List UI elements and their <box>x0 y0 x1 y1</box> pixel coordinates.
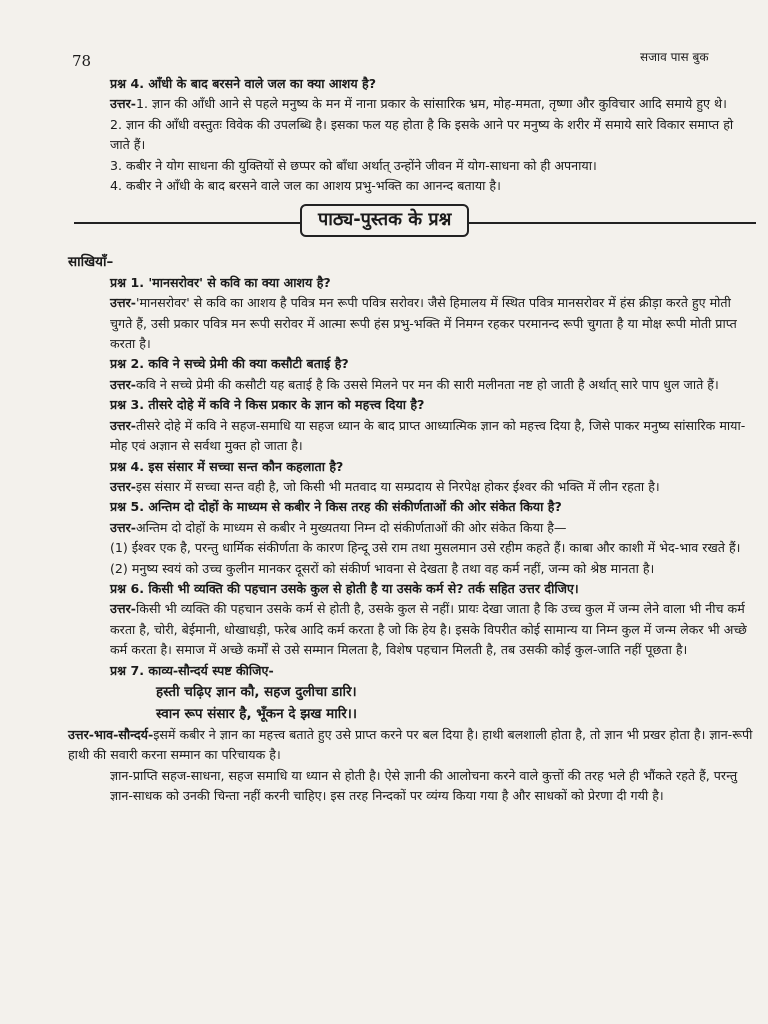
question-4: प्रश्न 4. इस संसार में सच्चा सन्त कौन कहलाता है? <box>110 458 344 474</box>
couplet-line-2: स्वान रूप संसार है, भूँकन दे झख मारि।। <box>156 705 357 722</box>
answer-1 <box>68 293 756 354</box>
answer-label: उत्तर- <box>110 478 136 494</box>
answer-text: इस संसार में सच्चा सन्त वही है, जो किसी भी मतवाद या सम्प्रदाय से निरपेक्ष होकर ईश्वर की भक्ति में लीन रहता है। <box>135 478 660 494</box>
question-3: प्रश्न 3. तीसरे दोहे में कवि ने किस प्रकार के ज्ञान को महत्त्व दिया है? <box>110 397 425 413</box>
answer-text: किसी भी व्यक्ति की पहचान उसके कर्म से होती है, उसके कुल से नहीं। प्रायः देखा जाता है कि उच्च कुल में जन्म लेने वाला भी नीच कर्म करता है, चोरी, बेईमानी, धोखाधड़ी, फरेब आदि कर्म करता है जो कि हेय है। इसके विपरीत कोई सामान्य या निम्न कुल में जन्म लेकर भी अच्छे कर्म करता है। समाज में अच्छे कर्मों से उसे सम्मान मिलता है, विशेष पहचान मिलती है, तब उसकी कोई कुल-जाति नहीं पूछता है। <box>110 601 747 658</box>
couplet-line-1: हस्ती चढ़िए ज्ञान कौ, सहज दुलीचा डारि। <box>156 683 357 700</box>
question-2: प्रश्न 2. कवि ने सच्चे प्रेमी की क्या कसौटी बताई है? <box>110 356 349 372</box>
answer-text: कवि ने सच्चे प्रेमी की कसौटी यह बताई है कि उससे मिलने पर मन की सारी मलीनता नष्ट हो जाती है अर्थात् सारे पाप धुल जाते हैं। <box>135 376 719 392</box>
answer-text: 'मानसरोवर' से कवि का आशय है पवित्र मन रूपी पवित्र सरोवर। जैसे हिमालय में स्थित पवित्र मानसरोवर में हंस क्रीड़ा करते हुए मोती चुगते हैं, उसी प्रकार पवित्र मन रूपी सरोवर में आत्मा रूपी हंस प्रभु-भक्ति में निमग्न रहकर परमानन्द रूपी चुगता है या मोक्ष रूपी मोती प्राप्त करता है। <box>110 295 737 352</box>
answer-5 <box>68 518 756 538</box>
answer-label: उत्तर- <box>110 519 136 535</box>
answer-5-point-2: (2) मनुष्य स्वयं को उच्च कुलीन मानकर दूसरों को संकीर्ण भावना से देखता है तथा वह कर्म नहीं, जन्म को श्रेष्ठ मानता है। <box>110 560 655 576</box>
answer-text: इसमें कबीर ने ज्ञान का महत्त्व बताते हुए उसे प्राप्त करने पर बल दिया है। हाथी बलशाली होता है, तो ज्ञान भी प्रखर होता है। ज्ञान-रूपी हाथी की सवारी करना सम्मान का परिचायक है। <box>68 726 753 763</box>
answer-label: उत्तर- <box>110 376 136 392</box>
answer-label: उत्तर-भाव-सौन्दर्य- <box>68 726 154 742</box>
answer-4-top-4: 4. कबीर ने आँधी के बाद बरसने वाले जल का आशय प्रभु-भक्ति का आनन्द बताया है। <box>110 178 501 194</box>
answer-label: उत्तर- <box>110 601 136 617</box>
question-5: प्रश्न 5. अन्तिम दो दोहों के माध्यम से कबीर ने किस तरह की संकीर्णताओं की ओर संकेत किया है? <box>110 499 562 515</box>
answer-text: तीसरे दोहे में कवि ने सहज-समाधि या सहज ध्यान के बाद प्राप्त आध्यात्मिक ज्ञान को महत्त्व दिया है, जिसे पाकर मनुष्य सांसारिक माया-मोह एवं अज्ञान से सर्वथा मुक्त हो जाता है। <box>110 417 746 454</box>
answer-7-para-2: ज्ञान-प्राप्ति सहज-साधना, सहज समाधि या ध्यान से होती है। ऐसे ज्ञानी की आलोचना करने वाले कुत्तों की तरह भले ही भौंकते रहते हैं, परन्तु ज्ञान-साधक को उनकी चिन्ता नहीं करनी चाहिए। इस तरह निन्दकों पर व्यंग्य किया गया है और साधकों को प्रेरणा दी गयी है। <box>110 767 738 804</box>
answer-6 <box>68 599 756 660</box>
answer-4-top-3: 3. कबीर ने योग साधना की युक्तियों से छप्पर को बाँधा अर्थात् उन्होंने जीवन में योग-साधना को ही अपनाया। <box>110 157 597 173</box>
answer-4-top-2: 2. ज्ञान की आँधी वस्तुतः विवेक की उपलब्धि है। इसका फल यह होता है कि इसके आने पर मनुष्य के शरीर में समाये सारे विकार समाप्त हो जाते हैं। <box>110 116 734 153</box>
page-number: 78 <box>72 52 92 70</box>
section-title: पाठ्य-पुस्तक के प्रश्न <box>300 204 469 236</box>
answer-7 <box>68 725 756 766</box>
answer-label: उत्तर- <box>110 96 136 112</box>
answer-text: 1. ज्ञान की आँधी आने से पहले मनुष्य के मन में नाना प्रकार के सांसारिक भ्रम, मोह-ममता, तृष्णा और कुविचार आदि समाये हुए थे। <box>135 96 727 112</box>
question-4-top: प्रश्न 4. आँधी के बाद बरसने वाले जल का क्या आशय है? <box>110 76 377 91</box>
answer-text: अन्तिम दो दोहों के माध्यम से कबीर ने मुख्यतया निम्न दो संकीर्णताओं की ओर संकेत किया है— <box>135 519 567 535</box>
running-head: सजाव पास बुक <box>640 50 709 64</box>
answer-label: उत्तर- <box>110 417 136 433</box>
answer-4-top-1 <box>68 94 756 114</box>
question-7: प्रश्न 7. काव्य-सौन्दर्य स्पष्ट कीजिए- <box>110 662 274 678</box>
page-content <box>68 74 756 807</box>
question-6: प्रश्न 6. किसी भी व्यक्ति की पहचान उसके कुल से होती है या उसके कर्म से? तर्क सहित उत्तर दीजिए। <box>110 580 579 596</box>
answer-4 <box>68 477 756 497</box>
section-heading <box>68 200 756 246</box>
answer-3 <box>68 416 756 457</box>
answer-5-point-1: (1) ईश्वर एक है, परन्तु धार्मिक संकीर्णता के कारण हिन्दू उसे राम तथा मुसलमान उसे रहीम कहते हैं। काबा और काशी में भेद-भाव रखते हैं। <box>110 540 741 556</box>
answer-label: उत्तर- <box>110 295 136 311</box>
subsection-sakhiyan: साखियाँ– <box>68 254 114 271</box>
answer-2 <box>68 375 756 395</box>
question-1: प्रश्न 1. 'मानसरोवर' से कवि का क्या आशय है? <box>110 274 331 290</box>
